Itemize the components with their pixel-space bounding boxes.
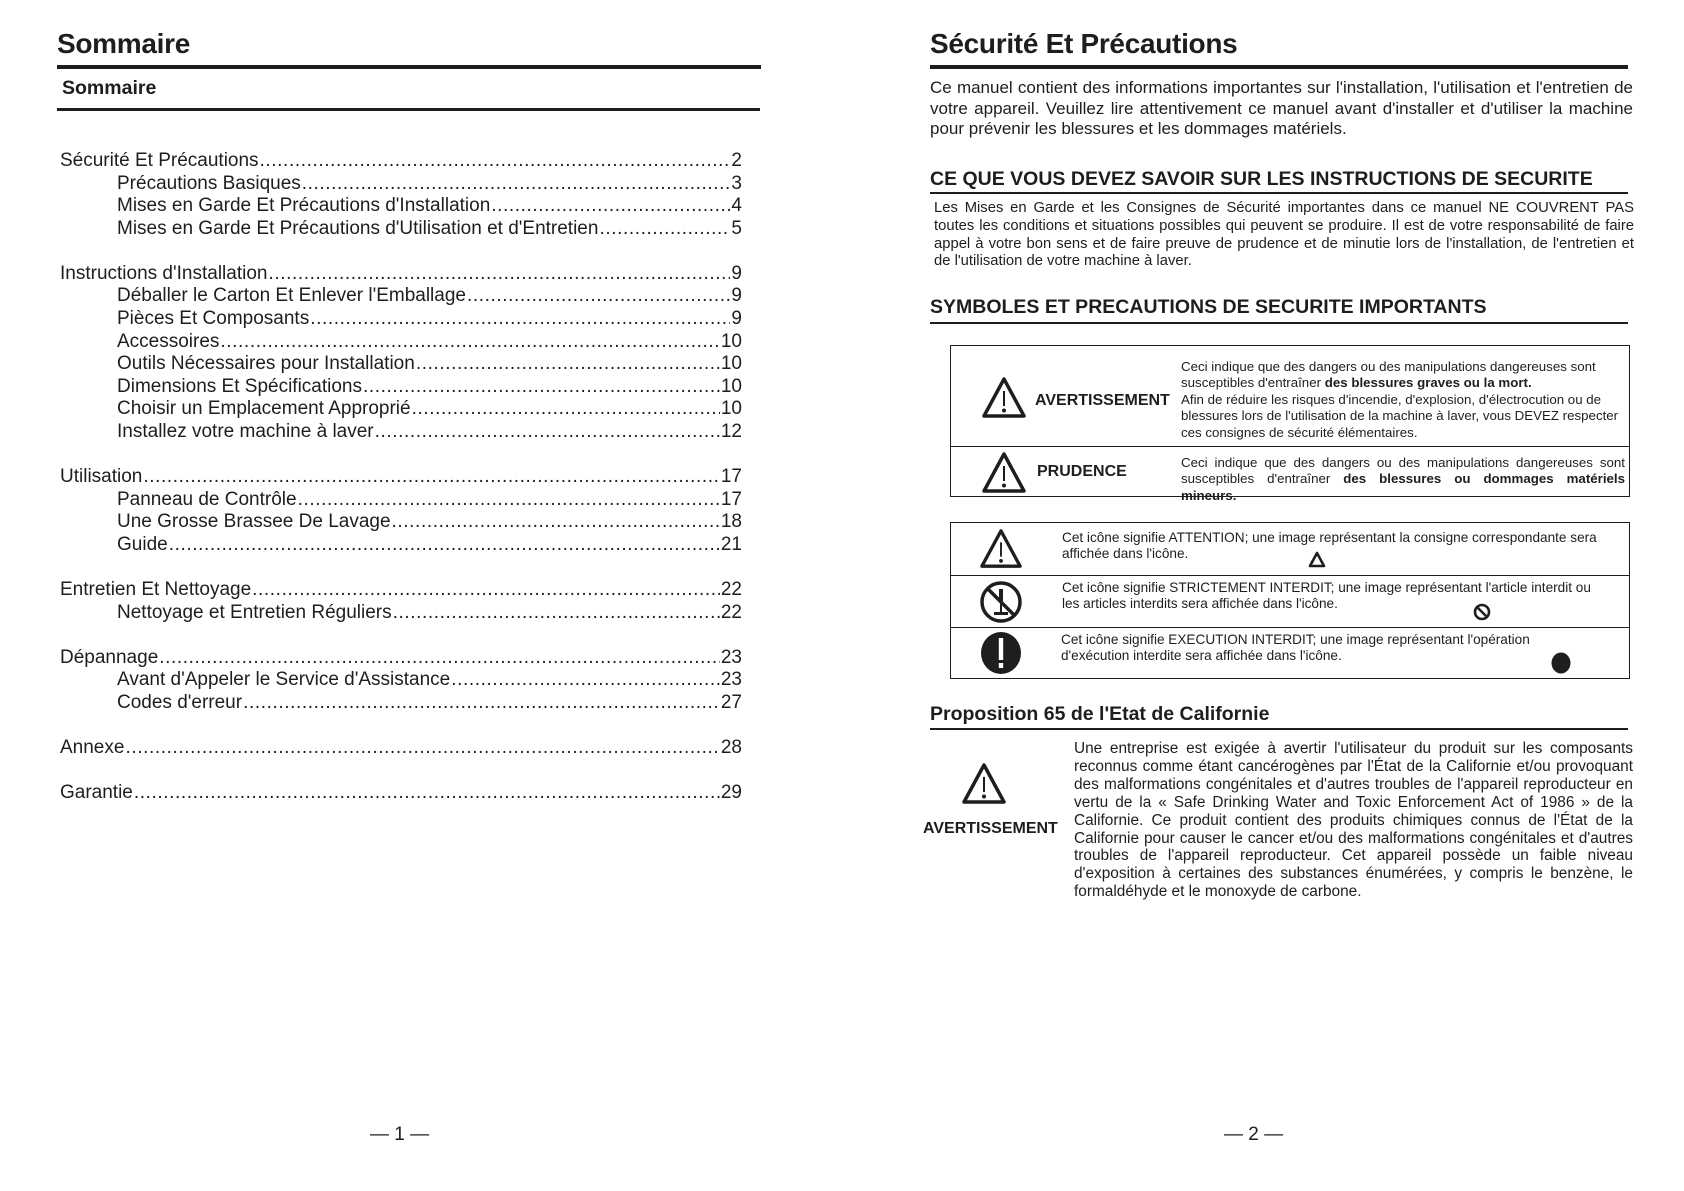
intro-paragraph: Ce manuel contient des informations importantes sur l'installation, l'utilisation et l'entretien de votre appareil. Veuillez lire attentivement ce manuel avant d'installer et d'utiliser la machine pour prévenir les blessures et les dommages matériels. — [930, 78, 1633, 138]
toc-group — [60, 150, 742, 240]
toc-label: Dimensions Et Spécifications — [117, 375, 362, 397]
toc-page-number: 18 — [720, 511, 742, 533]
section-rule — [930, 728, 1628, 730]
toc-entry[interactable] — [60, 737, 742, 760]
toc-page-number: 9 — [731, 285, 742, 307]
icon-row-attention — [951, 523, 1629, 576]
toc-subentry[interactable] — [60, 353, 742, 376]
toc-subentry[interactable] — [60, 511, 742, 534]
toc-label: Utilisation — [60, 466, 143, 488]
toc-label: Nettoyage et Entretien Réguliers — [117, 601, 392, 623]
toc-label: Choisir un Emplacement Approprié — [117, 398, 411, 420]
subtitle-rule — [57, 108, 760, 111]
toc-label: Annexe — [60, 736, 125, 758]
toc-page-number: 9 — [731, 308, 742, 330]
icon-description: Cet icône signifie STRICTEMENT INTERDIT; une image représentant l'article interdit ou les articles interdits sera affichée dans l'icône. — [1062, 580, 1591, 612]
icon-row-prohibited — [951, 576, 1629, 628]
toc-page-number: 5 — [731, 217, 742, 239]
toc-entry[interactable] — [60, 579, 742, 602]
signal-words-table — [950, 345, 1630, 503]
dot-leader — [393, 602, 720, 625]
toc-label: Déballer le Carton Et Enlever l'Emballage — [117, 285, 466, 307]
toc-label: Instructions d'Installation — [60, 262, 268, 284]
toc-entry[interactable] — [60, 263, 742, 286]
dot-leader — [392, 511, 720, 534]
toc-group — [60, 737, 742, 760]
dot-leader — [491, 195, 730, 218]
section-heading-instructions: CE QUE VOUS DEVEZ SAVOIR SUR LES INSTRUCTIONS DE SECURITE — [930, 168, 1593, 190]
toc-page-number: 17 — [720, 466, 742, 488]
toc-label: Mises en Garde Et Précautions d'Utilisation et d'Entretien — [117, 217, 599, 239]
toc-subentry[interactable] — [60, 308, 742, 331]
toc-page-number: 27 — [720, 691, 742, 713]
toc-group — [60, 466, 742, 556]
toc-group — [60, 579, 742, 624]
prop65-heading: Proposition 65 de l'Etat de Californie — [930, 703, 1270, 725]
signal-label: AVERTISSEMENT — [1035, 392, 1170, 409]
toc-page-number: 23 — [720, 646, 742, 668]
toc-page-number: 10 — [720, 330, 742, 352]
toc-page-number: 3 — [731, 172, 742, 194]
page-title: Sommaire — [57, 28, 190, 59]
dot-leader — [599, 218, 730, 241]
toc-page-number: 2 — [731, 150, 742, 171]
toc-page-number: 10 — [720, 353, 742, 375]
toc-label: Dépannage — [60, 646, 159, 668]
title-rule — [930, 65, 1628, 69]
mandatory-exclamation-icon — [979, 631, 1023, 675]
toc-page-number: 4 — [731, 195, 742, 217]
toc-subentry[interactable] — [60, 489, 742, 512]
small-filled-circle-icon — [1551, 652, 1571, 674]
dot-leader — [143, 466, 719, 489]
prohibited-disassembly-icon — [979, 580, 1023, 624]
toc-subentry[interactable] — [60, 285, 742, 308]
toc-subentry[interactable] — [60, 421, 742, 444]
toc-label: Accessoires — [117, 330, 220, 352]
signal-description: Ceci indique que des dangers ou des manipulations dangereuses sont susceptibles d'entraîner des blessures graves ou la mort. Afin de réduire les risques d'incendie, d'explosion, d'électrocution ou de blessures lors de l'utilisation de la machine à laver, vous DEVEZ respecter ces consignes de sécurité élémentaires. — [1181, 359, 1619, 440]
toc-label: Outils Nécessaires pour Installation — [117, 353, 415, 375]
toc-label: Garantie — [60, 782, 133, 804]
small-prohibition-icon — [1473, 603, 1491, 621]
toc-page-number: 22 — [720, 579, 742, 600]
toc-subentry[interactable] — [60, 669, 742, 692]
prop65-label: AVERTISSEMENT — [923, 820, 1058, 837]
warning-triangle-icon — [981, 376, 1027, 420]
toc-label: Installez votre machine à laver — [117, 421, 374, 443]
dot-leader — [243, 692, 720, 715]
dot-leader — [252, 579, 720, 602]
icon-description: Cet icône signifie EXECUTION INTERDIT; une image représentant l'opération d'exécution interdite sera affichée dans l'icône. — [1061, 632, 1530, 664]
dot-leader — [363, 376, 720, 399]
dot-leader — [134, 782, 720, 805]
dot-leader — [416, 353, 720, 376]
instructions-paragraph: Les Mises en Garde et les Consignes de Sécurité importantes dans ce manuel NE COUVRENT PAS toutes les conditions et situations possibles qui peuvent se produire. Il est de votre responsabilité de faire appel à votre bon sens et de faire preuve de prudence et de minutie lors de l'installation, de l'entretien et de l'utilisation de votre machine à laver. — [934, 200, 1634, 270]
toc-page-number: 10 — [720, 375, 742, 397]
dot-leader — [451, 669, 720, 692]
toc-label: Codes d'erreur — [117, 691, 243, 713]
toc-page-number: 10 — [720, 398, 742, 420]
toc-subentry[interactable] — [60, 195, 742, 218]
toc-entry[interactable] — [60, 782, 742, 805]
section-rule — [930, 192, 1628, 194]
toc-label: Une Grosse Brassee De Lavage — [117, 511, 391, 533]
toc-page-number: 22 — [720, 601, 742, 623]
toc-label: Guide — [117, 533, 168, 555]
toc-page-number: 9 — [731, 262, 742, 284]
toc-subentry[interactable] — [60, 398, 742, 421]
toc-subentry[interactable] — [60, 331, 742, 354]
toc-subentry[interactable] — [60, 534, 742, 557]
signal-description: Ceci indique que des dangers ou des manipulations dangereuses sont susceptibles d'entraîner des blessures ou dommages matériels mineurs. — [1181, 455, 1626, 503]
dot-leader — [302, 173, 731, 196]
toc-page-number: 29 — [720, 782, 742, 804]
page-number: — 1 — — [370, 1124, 430, 1145]
signal-row-avertissement — [951, 346, 1629, 447]
section-rule — [930, 322, 1628, 324]
toc-subentry[interactable] — [60, 602, 742, 625]
title-rule — [57, 65, 761, 69]
dot-leader — [260, 150, 731, 173]
signal-row-prudence — [951, 447, 1629, 503]
table-of-contents — [60, 150, 742, 827]
icon-description: Cet icône signifie ATTENTION; une image représentant la consigne correspondante sera affichée dans l'icône. — [1062, 530, 1597, 562]
toc-page-number: 17 — [720, 488, 742, 510]
toc-label: Avant d'Appeler le Service d'Assistance — [117, 669, 451, 691]
toc-subentry[interactable] — [60, 376, 742, 399]
toc-page-number: 21 — [720, 533, 742, 555]
toc-label: Précautions Basiques — [117, 172, 301, 194]
warning-triangle-icon — [961, 762, 1007, 806]
dot-leader — [220, 331, 719, 354]
toc-label: Sécurité Et Précautions — [60, 150, 259, 171]
toc-label: Entretien Et Nettoyage — [60, 579, 252, 600]
toc-page-number: 12 — [720, 421, 742, 443]
page-title: Sécurité Et Précautions — [930, 28, 1238, 59]
toc-group — [60, 782, 742, 805]
dot-leader — [310, 308, 730, 331]
dot-leader — [268, 263, 730, 286]
toc-label: Pièces Et Composants — [117, 308, 310, 330]
toc-entry[interactable] — [60, 647, 742, 670]
dot-leader — [412, 398, 720, 421]
page-number: — 2 — — [1224, 1124, 1284, 1145]
toc-group — [60, 647, 742, 715]
toc-page-number: 23 — [720, 669, 742, 691]
dot-leader — [125, 737, 719, 760]
toc-subentry[interactable] — [60, 173, 742, 196]
toc-label: Mises en Garde Et Précautions d'Installation — [117, 195, 491, 217]
toc-label: Panneau de Contrôle — [117, 488, 297, 510]
warning-triangle-icon — [981, 451, 1027, 495]
signal-label: PRUDENCE — [1037, 463, 1127, 480]
small-triangle-icon — [1308, 551, 1326, 568]
toc-subentry[interactable] — [60, 218, 742, 241]
toc-entry[interactable] — [60, 150, 742, 173]
prop65-paragraph: Une entreprise est exigée à avertir l'utilisateur du produit sur les composants reconnus comme étant cancérogènes par l'État de la Californie et/ou provoquant des malformations congénitales et d'autres troubles de l'appareil reproducteur en vertu de la « Safe Drinking Water and Toxic Enforcement Act of 1986 » de la Californie. Ce produit contient des produits chimiques connus de l'État de la Californie pour causer le cancer et/ou des malformations congénitales et d'autres troubles de l'appareil reproducteur. Cet appareil possède un faible niveau d'exposition à certaines des substances énumérées, y compris le benzène, le formaldéhyde et le monoxyde de carbone. — [1074, 740, 1633, 901]
dot-leader — [159, 647, 720, 670]
attention-triangle-icon — [979, 528, 1023, 570]
dot-leader — [375, 421, 720, 444]
toc-group — [60, 263, 742, 444]
dot-leader — [467, 285, 730, 308]
dot-leader — [169, 534, 720, 557]
icon-meanings-table — [950, 522, 1630, 679]
section-subtitle: Sommaire — [62, 77, 157, 99]
icon-row-mandatory — [951, 628, 1629, 678]
toc-subentry[interactable] — [60, 692, 742, 715]
toc-entry[interactable] — [60, 466, 742, 489]
page-right-securite — [842, 0, 1684, 1191]
toc-page-number: 28 — [720, 736, 742, 758]
section-heading-symbols: SYMBOLES ET PRECAUTIONS DE SECURITE IMPORTANTS — [930, 296, 1487, 318]
dot-leader — [298, 489, 720, 512]
